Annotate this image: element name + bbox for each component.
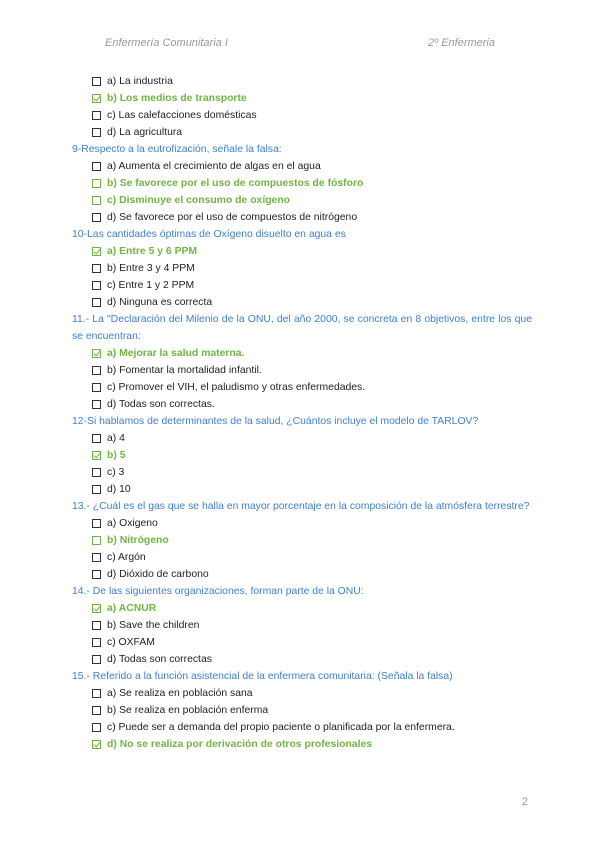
- checkbox-icon[interactable]: [92, 162, 101, 171]
- checkbox-icon[interactable]: [92, 77, 101, 86]
- check-mark-icon: [93, 94, 101, 102]
- answer-option-label: c) Disminuye el consumo de oxígeno: [107, 195, 291, 206]
- check-mark-icon: [93, 740, 101, 748]
- question-block: [72, 226, 532, 311]
- header-course-year: 2º Enfermeria: [428, 37, 495, 49]
- answer-option-label: c) Argón: [107, 552, 146, 563]
- answer-option[interactable]: [92, 90, 532, 107]
- question-block: [72, 668, 532, 753]
- answer-option-label: b) Save the children: [107, 620, 200, 631]
- question-block: [72, 141, 532, 226]
- answer-option-label: c) 3: [107, 467, 125, 478]
- checkbox-icon[interactable]: [92, 621, 101, 630]
- checkbox-icon[interactable]: [92, 689, 101, 698]
- question-text: 14.- De las siguientes organizaciones, forman parte de la ONU:: [72, 586, 364, 597]
- answer-option[interactable]: [92, 107, 532, 124]
- answer-option-label: a) ACNUR: [107, 603, 157, 614]
- answer-option[interactable]: [92, 634, 532, 651]
- answer-option[interactable]: [92, 260, 532, 277]
- answer-option-label: d) Dióxido de carbono: [107, 569, 209, 580]
- checkbox-icon[interactable]: [92, 196, 101, 205]
- checkbox-icon[interactable]: [92, 111, 101, 120]
- answer-option-label: d) Ninguna es correcta: [107, 297, 213, 308]
- checkbox-icon[interactable]: [92, 706, 101, 715]
- question-text: 9-Respecto a la eutrofización, señale la falsa:: [72, 144, 282, 155]
- answer-option[interactable]: [92, 209, 532, 226]
- answer-option-label: a) 4: [107, 433, 125, 444]
- page-number: 2: [521, 796, 528, 808]
- answer-option[interactable]: [92, 192, 532, 209]
- answer-option-label: c) OXFAM: [107, 637, 155, 648]
- question-block: [72, 413, 532, 498]
- answer-option-label: b) Entre 3 y 4 PPM: [107, 263, 195, 274]
- check-mark-icon: [93, 349, 101, 357]
- answer-option[interactable]: [92, 549, 532, 566]
- checkbox-icon[interactable]: [92, 400, 101, 409]
- page-header: [105, 37, 495, 49]
- answer-option-label: a) Mejorar la salud materna.: [107, 348, 245, 359]
- answer-option-label: a) Oxigeno: [107, 518, 158, 529]
- answer-option[interactable]: [92, 600, 532, 617]
- question-block: [72, 498, 532, 583]
- answer-option[interactable]: [92, 396, 532, 413]
- answer-option[interactable]: [92, 362, 532, 379]
- checkbox-icon[interactable]: [92, 570, 101, 579]
- checkbox-icon[interactable]: [92, 298, 101, 307]
- answer-option[interactable]: [92, 158, 532, 175]
- answer-option[interactable]: [92, 515, 532, 532]
- checkbox-icon[interactable]: [92, 264, 101, 273]
- checkbox-icon[interactable]: [92, 536, 101, 545]
- answer-option-label: c) Las calefacciones domésticas: [107, 110, 257, 121]
- answer-option-label: b) Se realiza en población enferma: [107, 705, 269, 716]
- answer-option-label: a) Aumenta el crecimiento de algas en el agua: [107, 161, 321, 172]
- check-mark-icon: [93, 247, 101, 255]
- answer-option[interactable]: [92, 532, 532, 549]
- answer-option[interactable]: [92, 294, 532, 311]
- question-text: 10-Las cantidades óptimas de Oxígeno disuelto en agua es: [72, 229, 346, 240]
- question-text: 12-Si hablamos de determinantes de la salud, ¿Cuántos incluye el modelo de TARLOV?: [72, 416, 479, 427]
- checked-checkbox-icon[interactable]: [92, 247, 101, 256]
- answer-option-label: a) Entre 5 y 6 PPM: [107, 246, 198, 257]
- answer-option[interactable]: [92, 651, 532, 668]
- checkbox-icon[interactable]: [92, 519, 101, 528]
- answer-option[interactable]: [92, 617, 532, 634]
- answer-option-label: d) La agricultura: [107, 127, 183, 138]
- answer-option[interactable]: [92, 719, 532, 736]
- answer-option-label: c) Promover el VIH, el paludismo y otras enfermedades.: [107, 382, 366, 393]
- answer-option[interactable]: [92, 243, 532, 260]
- header-course-title: Enfermería Comunitaria I: [105, 37, 228, 49]
- answer-option[interactable]: [92, 124, 532, 141]
- answer-option-label: d) Todas son correctas: [107, 654, 212, 665]
- answer-option-label: d) 10: [107, 484, 131, 495]
- checked-checkbox-icon[interactable]: [92, 451, 101, 460]
- question-text: 15.- Referido a la función asistencial de la enfermera comunitaria: (Señala la falsa): [72, 671, 453, 682]
- answer-option[interactable]: [92, 73, 532, 90]
- checked-checkbox-icon[interactable]: [92, 94, 101, 103]
- question-text: 11.- La "Declaración del Milenio de la ONU, del año 2000, se concreta en 8 objetivos, entre los que se encuentran:: [72, 314, 532, 342]
- answer-option-label: d) Todas son correctas.: [107, 399, 215, 410]
- checked-checkbox-icon[interactable]: [92, 604, 101, 613]
- question-block: [72, 311, 532, 413]
- question-text: 13.- ¿Cuál es el gas que se halla en mayor porcentaje en la composición de la atmósfera terrestre?: [72, 501, 530, 512]
- answer-option[interactable]: [92, 566, 532, 583]
- check-mark-icon: [93, 451, 101, 459]
- answer-option-label: a) La industria: [107, 76, 173, 87]
- question-8-options: [72, 73, 532, 141]
- answer-option-label: b) Nitrógeno: [107, 535, 169, 546]
- checkbox-icon[interactable]: [92, 723, 101, 732]
- answer-option-label: c) Entre 1 y 2 PPM: [107, 280, 195, 291]
- answer-option[interactable]: [92, 277, 532, 294]
- answer-option[interactable]: [92, 447, 532, 464]
- question-list: [72, 73, 532, 753]
- answer-option[interactable]: [92, 464, 532, 481]
- checkbox-icon[interactable]: [92, 128, 101, 137]
- answer-option-label: d) No se realiza por derivación de otros profesionales: [107, 739, 373, 750]
- answer-option-label: b) 5: [107, 450, 126, 461]
- checked-checkbox-icon[interactable]: [92, 740, 101, 749]
- checkbox-icon[interactable]: [92, 281, 101, 290]
- question-block: [72, 583, 532, 668]
- answer-option[interactable]: [92, 736, 532, 753]
- checkbox-icon[interactable]: [92, 366, 101, 375]
- answer-option-label: b) Los medios de transporte: [107, 93, 247, 104]
- answer-option[interactable]: [92, 702, 532, 719]
- answer-option[interactable]: [92, 345, 532, 362]
- checkbox-icon[interactable]: [92, 434, 101, 443]
- checkbox-icon[interactable]: [92, 655, 101, 664]
- checkbox-icon[interactable]: [92, 485, 101, 494]
- answer-option[interactable]: [92, 379, 532, 396]
- answer-option-label: c) Puede ser a demanda del propio paciente o planificada por la enfermera.: [107, 722, 455, 733]
- check-mark-icon: [93, 604, 101, 612]
- answer-option-label: b) Fomentar la mortalidad infantil.: [107, 365, 262, 376]
- checkbox-icon[interactable]: [92, 383, 101, 392]
- checkbox-icon[interactable]: [92, 553, 101, 562]
- answer-option[interactable]: [92, 430, 532, 447]
- checkbox-icon[interactable]: [92, 179, 101, 188]
- answer-option[interactable]: [92, 175, 532, 192]
- checked-checkbox-icon[interactable]: [92, 349, 101, 358]
- checkbox-icon[interactable]: [92, 468, 101, 477]
- answer-option[interactable]: [92, 481, 532, 498]
- checkbox-icon[interactable]: [92, 213, 101, 222]
- checkbox-icon[interactable]: [92, 638, 101, 647]
- answer-option[interactable]: [92, 685, 532, 702]
- answer-option-label: b) Se favorece por el uso de compuestos de fósforo: [107, 178, 364, 189]
- answer-option-label: a) Se realiza en población sana: [107, 688, 253, 699]
- answer-option-label: d) Se favorece por el uso de compuestos de nitrógeno: [107, 212, 358, 223]
